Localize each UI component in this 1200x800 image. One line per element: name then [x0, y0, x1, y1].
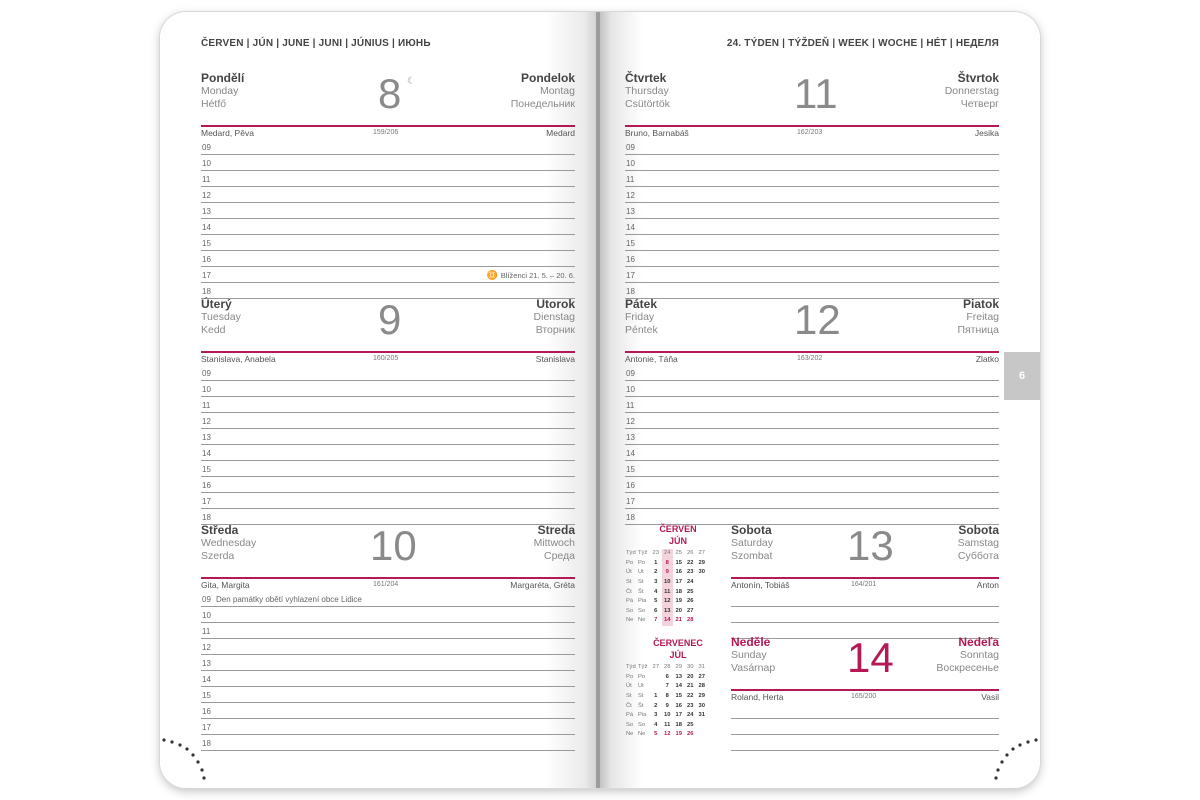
mini-cal-day: 29	[698, 559, 705, 566]
hour-label: 12	[626, 417, 635, 426]
day-name-de: Dienstag	[533, 311, 575, 323]
hour-label: 13	[626, 207, 635, 216]
mini-cal-weekday: Ne	[626, 617, 634, 624]
day-name-cz: Neděle	[731, 635, 771, 649]
name-day-cz: Roland, Herta	[731, 692, 784, 702]
mini-cal-day: 5	[654, 731, 658, 738]
mini-cal-day: 21	[687, 683, 694, 690]
hour-label: 15	[202, 465, 211, 474]
hour-label: 18	[626, 287, 635, 296]
day-number: 14	[847, 634, 894, 681]
hour-label: 13	[202, 207, 211, 216]
day-count: 161/204	[373, 581, 399, 588]
day-name-hu: Vasárnap	[731, 662, 776, 674]
mini-calendar-july	[626, 637, 730, 740]
mini-cal-week: 27	[652, 664, 659, 671]
mini-cal-day: 9	[665, 702, 669, 709]
mini-cal-day: 16	[675, 702, 682, 709]
day-number: 13	[847, 522, 894, 569]
mini-cal-week: 26	[687, 550, 694, 557]
mini-cal-day: 15	[675, 559, 682, 566]
mini-cal-day: 27	[698, 673, 705, 680]
day-name-sk: Piatok	[962, 297, 999, 311]
day-name-cz: Pondělí	[201, 71, 245, 85]
mini-cal-day: 22	[687, 693, 694, 700]
mini-cal-weekday: Št	[638, 588, 644, 595]
mini-cal-day: 23	[687, 569, 694, 576]
mini-cal-head: Týž	[638, 550, 648, 557]
name-day-cz: Stanislava, Anabela	[201, 354, 276, 364]
mini-cal-weekday: Pá	[626, 598, 634, 605]
day-name-cz: Čtvrtek	[625, 71, 667, 85]
mini-cal-weekday: Pia	[638, 712, 647, 719]
hour-label: 17	[202, 497, 211, 506]
day-number: 9	[378, 296, 402, 343]
name-day-sk: Margaréta, Gréta	[510, 580, 575, 590]
mini-cal-day: 25	[687, 721, 694, 728]
mini-cal-day: 28	[698, 683, 705, 690]
day-name-en: Saturday	[731, 537, 774, 549]
mini-cal-day: 11	[664, 721, 671, 728]
day-name-de: Freitag	[966, 311, 999, 323]
mini-cal-day: 20	[675, 607, 682, 614]
note-line	[731, 719, 999, 735]
hour-label: 17	[626, 271, 635, 280]
day-sunday	[731, 636, 999, 751]
mini-cal-title: ČERVENEC	[653, 638, 703, 648]
day-name-ru: Понедельник	[510, 98, 575, 110]
day-name-cz: Středa	[201, 523, 239, 537]
mini-cal-day: 3	[654, 579, 658, 586]
hour-label: 16	[626, 481, 635, 490]
mini-cal-day: 30	[698, 702, 705, 709]
hour-label: 13	[626, 433, 635, 442]
mini-cal-day: 18	[675, 721, 682, 728]
day-name-cz: Sobota	[731, 523, 772, 537]
mini-cal-day: 20	[687, 673, 694, 680]
hour-label: 12	[202, 417, 211, 426]
mini-cal-weekday: Ne	[626, 731, 634, 738]
mini-cal-day	[696, 597, 708, 607]
mini-cal-weekday: St	[626, 579, 632, 586]
mini-cal-day: 6	[654, 607, 658, 614]
month-tab[interactable]: 6	[1004, 352, 1040, 400]
mini-cal-day	[650, 682, 662, 692]
hour-label: 15	[626, 239, 635, 248]
mini-cal-day: 22	[687, 559, 694, 566]
hour-label: 11	[202, 175, 211, 184]
day-monday	[201, 72, 575, 299]
mini-cal-weekday: Po	[626, 673, 634, 680]
day-name-sk: Štvrtok	[957, 71, 999, 85]
hour-label: 09	[626, 369, 635, 378]
mini-cal-weekday: So	[638, 721, 646, 728]
hour-label: 16	[626, 255, 635, 264]
hour-label: 11	[202, 627, 211, 636]
mini-cal-day: 11	[662, 587, 674, 597]
day-name-ru: Пятница	[957, 324, 999, 336]
hour-label: 15	[626, 465, 635, 474]
day-name-cz: Pátek	[625, 297, 658, 311]
hour-label: 14	[202, 449, 211, 458]
mini-cal-day	[696, 587, 708, 597]
mini-cal-day: 17	[675, 712, 682, 719]
mini-cal-day: 24	[687, 712, 694, 719]
hour-label: 12	[202, 643, 211, 652]
day-name-hu: Szerda	[201, 550, 235, 562]
mini-cal-day: 23	[687, 702, 694, 709]
day-name-hu: Kedd	[201, 324, 226, 336]
hour-label: 09	[202, 595, 211, 604]
mini-cal-weekday: St	[638, 693, 644, 700]
hour-label: 14	[626, 449, 635, 458]
hour-label: 18	[202, 739, 211, 748]
hour-label: 16	[202, 707, 211, 716]
mini-cal-day: 13	[675, 673, 682, 680]
mini-cal-week: 27	[698, 550, 705, 557]
hour-label: 10	[626, 385, 635, 394]
mini-cal-day: 4	[654, 588, 658, 595]
mini-cal-weekday: Po	[638, 673, 646, 680]
mini-cal-day: 5	[654, 598, 658, 605]
mini-cal-week: 29	[675, 664, 682, 671]
day-name-hu: Hétfő	[201, 98, 227, 110]
day-name-en: Friday	[625, 311, 655, 323]
day-name-sk: Nedeľa	[958, 635, 999, 649]
day-name-en: Sunday	[731, 649, 767, 661]
corner-dots-left	[160, 732, 220, 788]
day-count: 160/205	[373, 355, 399, 362]
name-day-sk: Anton	[976, 580, 999, 590]
mini-cal-day: 10	[662, 578, 674, 588]
mini-cal-weekday: So	[626, 721, 634, 728]
mini-cal-day: 9	[662, 568, 674, 578]
mini-cal-day: 14	[662, 616, 674, 626]
mini-cal-day: 12	[664, 731, 671, 738]
hour-label: 09	[626, 143, 635, 152]
mini-cal-week: 23	[652, 550, 659, 557]
mini-cal-day: 31	[698, 712, 705, 719]
mini-cal-day: 1	[654, 559, 658, 566]
book-spine	[596, 12, 600, 788]
mini-cal-week: 24	[662, 549, 674, 559]
hour-label: 15	[202, 691, 211, 700]
mini-cal-weekday: Čt	[626, 588, 632, 595]
hour-label: 18	[202, 287, 211, 296]
hour-label: 16	[202, 481, 211, 490]
hour-label: 12	[626, 191, 635, 200]
month-header: ČERVEN | JÚN | JUNE | JUNI | JÚNIUS | ИЮНЬ	[201, 38, 431, 49]
name-day-cz: Antonín, Tobiáš	[731, 580, 790, 590]
name-day-sk: Zlatko	[975, 354, 999, 364]
mini-cal-weekday: Čt	[626, 702, 632, 709]
name-day-sk: Jesika	[974, 128, 999, 138]
hour-label: 10	[202, 611, 211, 620]
mini-cal-day: 30	[698, 569, 705, 576]
name-day-cz: Bruno, Barnabáš	[625, 128, 689, 138]
mini-cal-day: 8	[662, 559, 674, 569]
day-number: 11	[794, 70, 838, 117]
mini-cal-head: Týž	[638, 664, 648, 671]
mini-calendar-june	[626, 523, 730, 626]
mini-cal-day: 26	[687, 598, 694, 605]
day-number: 10	[370, 522, 417, 569]
mini-cal-day	[696, 616, 708, 626]
hour-label: 13	[202, 659, 211, 668]
mini-cal-day: 28	[687, 617, 694, 624]
day-name-de: Montag	[539, 85, 575, 97]
mini-cal-day: 13	[662, 607, 674, 617]
mini-cal-subtitle: JÚN	[668, 536, 687, 546]
name-day-cz: Medard, Pěva	[201, 128, 254, 138]
mini-cal-grid	[626, 663, 708, 740]
day-name-ru: Воскресенье	[936, 662, 999, 674]
corner-dots-right	[980, 732, 1040, 788]
mini-cal-day: 21	[675, 617, 682, 624]
mini-cal-weekday: Pia	[638, 598, 647, 605]
day-wednesday	[201, 524, 575, 751]
name-day-sk: Medard	[546, 128, 575, 138]
day-number: 12	[794, 296, 841, 343]
day-name-de: Sonntag	[959, 649, 999, 661]
mini-cal-day: 10	[664, 712, 671, 719]
mini-cal-day: 18	[675, 588, 682, 595]
mini-cal-weekday: Út	[626, 683, 632, 690]
day-name-en: Monday	[201, 85, 239, 97]
memorial-note: Den památky obětí vyhlazení obce Lidice	[216, 595, 362, 604]
mini-cal-day: 26	[687, 731, 694, 738]
day-saturday	[731, 524, 999, 639]
day-name-sk: Sobota	[958, 523, 999, 537]
day-name-hu: Csütörtök	[625, 98, 670, 110]
day-name-de: Mittwoch	[533, 537, 575, 549]
day-name-ru: Суббота	[957, 550, 999, 562]
mini-cal-week: 30	[687, 664, 694, 671]
note-line	[731, 703, 999, 719]
hour-label: 11	[626, 401, 635, 410]
mini-cal-day: 16	[675, 569, 682, 576]
day-name-de: Samstag	[957, 537, 999, 549]
mini-cal-title: ČERVEN	[659, 524, 697, 534]
day-name-en: Tuesday	[201, 311, 241, 323]
day-name-hu: Péntek	[625, 324, 658, 336]
day-name-en: Thursday	[625, 85, 669, 97]
day-name-en: Wednesday	[201, 537, 257, 549]
mini-cal-day: 15	[675, 693, 682, 700]
mini-cal-weekday: Št	[638, 702, 644, 709]
name-day-sk: Stanislava	[535, 354, 575, 364]
mini-cal-day: 29	[698, 693, 705, 700]
day-count: 163/202	[797, 355, 823, 362]
mini-cal-weekday: Po	[638, 559, 646, 566]
mini-cal-day: 1	[654, 693, 658, 700]
mini-cal-day: 19	[675, 731, 682, 738]
day-name-sk: Utorok	[536, 297, 575, 311]
day-count: 165/200	[851, 693, 877, 700]
mini-cal-head: Týd	[626, 664, 636, 671]
hour-label: 14	[626, 223, 635, 232]
mini-cal-weekday: So	[626, 607, 634, 614]
week-header: 24. TÝDEN | TÝŽDEŇ | WEEK | WOCHE | HÉT | НЕДЕЛЯ	[726, 38, 999, 49]
name-day-cz: Gita, Margita	[201, 580, 250, 590]
mini-cal-day: 19	[675, 598, 682, 605]
mini-cal-day: 2	[654, 569, 658, 576]
mini-cal-weekday: St	[626, 693, 632, 700]
mini-cal-day	[696, 607, 708, 617]
hour-label: 17	[626, 497, 635, 506]
mini-cal-day: 3	[654, 712, 658, 719]
mini-cal-weekday: Út	[626, 569, 632, 576]
day-name-sk: Streda	[537, 523, 575, 537]
day-tuesday	[201, 298, 575, 525]
day-name-ru: Вторник	[535, 324, 575, 336]
mini-cal-weekday: So	[638, 607, 646, 614]
hour-label: 15	[202, 239, 211, 248]
mini-cal-day: 7	[665, 683, 669, 690]
day-name-hu: Szombat	[731, 550, 773, 562]
day-name-ru: Четверг	[960, 98, 999, 110]
mini-cal-day: 27	[687, 607, 694, 614]
hour-label: 14	[202, 223, 211, 232]
hour-label: 09	[202, 369, 211, 378]
mini-cal-day: 12	[662, 597, 674, 607]
day-count: 164/201	[851, 581, 877, 588]
mini-cal-day: 8	[665, 693, 669, 700]
mini-cal-day	[696, 721, 708, 731]
mini-cal-week: 25	[675, 550, 682, 557]
mini-cal-weekday: St	[638, 579, 644, 586]
day-count: 159/206	[373, 129, 399, 136]
mini-cal-day	[696, 578, 708, 588]
mini-cal-day: 6	[665, 673, 669, 680]
moon-phase-icon: ☾	[407, 76, 416, 87]
day-friday	[625, 298, 999, 525]
day-name-ru: Среда	[544, 550, 575, 562]
hour-label: 18	[626, 513, 635, 522]
zodiac-note: Blíženci 21. 5. – 20. 6.	[500, 271, 575, 280]
hour-label: 17	[202, 723, 211, 732]
hour-label: 18	[202, 513, 211, 522]
hour-label: 11	[202, 401, 211, 410]
note-line	[731, 735, 999, 751]
mini-cal-weekday: Ne	[638, 731, 646, 738]
mini-cal-weekday: Ne	[638, 617, 646, 624]
mini-cal-day: 2	[654, 702, 658, 709]
hour-label: 10	[202, 385, 211, 394]
mini-cal-day	[650, 673, 662, 683]
hour-label: 11	[626, 175, 635, 184]
mini-cal-weekday: Po	[626, 559, 634, 566]
mini-cal-week: 31	[698, 664, 705, 671]
note-line	[731, 607, 999, 623]
mini-cal-weekday: Ut	[638, 569, 644, 576]
mini-cal-day: 7	[654, 617, 658, 624]
hour-label: 16	[202, 255, 211, 264]
mini-cal-week: 28	[664, 664, 671, 671]
mini-cal-weekday: Ut	[638, 683, 644, 690]
name-day-cz: Antonie, Táňa	[625, 354, 678, 364]
mini-cal-day: 4	[654, 721, 658, 728]
mini-cal-day: 25	[687, 588, 694, 595]
mini-cal-day: 24	[687, 579, 694, 586]
mini-cal-day	[696, 730, 708, 740]
day-number: 8	[378, 70, 402, 117]
mini-cal-grid	[626, 549, 708, 626]
hour-label: 13	[202, 433, 211, 442]
mini-cal-head: Týd	[626, 550, 636, 557]
note-line	[731, 591, 999, 607]
hour-label: 17	[202, 271, 211, 280]
hour-label: 10	[202, 159, 211, 168]
open-diary	[160, 12, 1040, 788]
day-name-de: Donnerstag	[944, 85, 999, 97]
hour-label: 14	[202, 675, 211, 684]
gemini-icon: ♊	[486, 270, 498, 280]
hour-label: 09	[202, 143, 211, 152]
mini-cal-day: 14	[675, 683, 682, 690]
day-thursday	[625, 72, 999, 299]
mini-cal-day: 17	[675, 579, 682, 586]
mini-cal-subtitle: JÚL	[669, 650, 687, 660]
day-count: 162/203	[797, 129, 823, 136]
day-name-cz: Úterý	[201, 297, 232, 311]
day-name-sk: Pondelok	[520, 71, 575, 85]
name-day-sk: Vasil	[981, 692, 999, 702]
hour-label: 10	[626, 159, 635, 168]
mini-cal-weekday: Pá	[626, 712, 634, 719]
hour-label: 12	[202, 191, 211, 200]
